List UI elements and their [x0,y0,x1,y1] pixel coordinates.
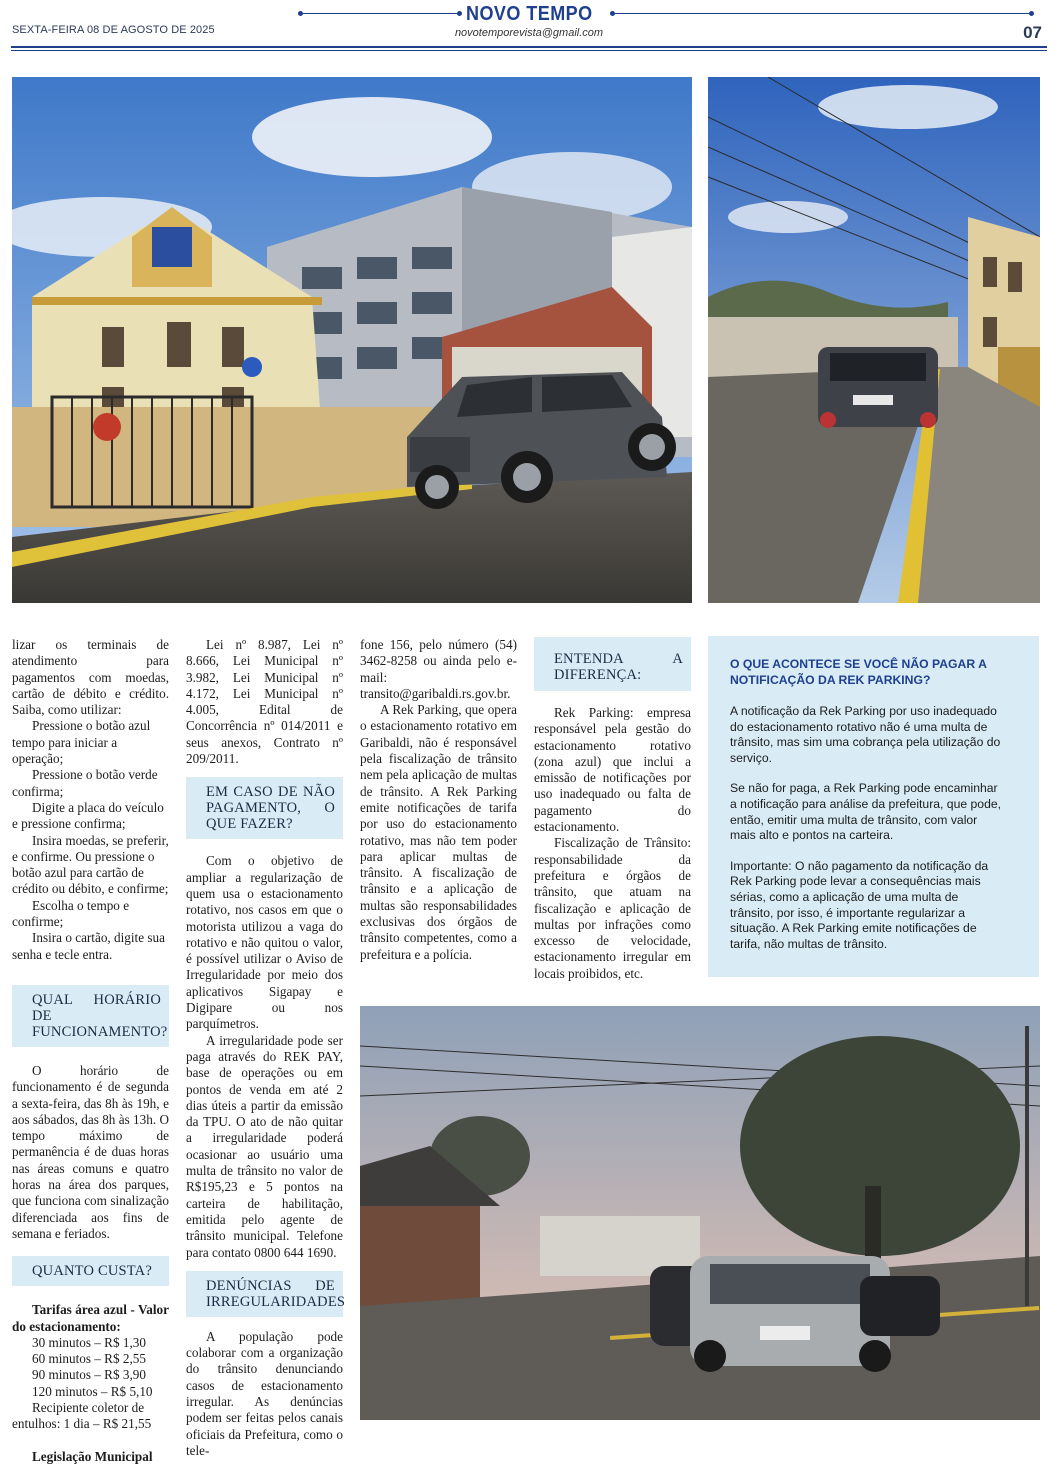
step-item: Digite a placa do veículo e pressione confirma; [12,799,164,832]
nonpayment-paragraph-2: A irregularidade pode ser paga através do REK PAY, base de operações ou em pontos de venda em até 2 dias úteis a partir da emissão da TPU. O ato de não quitar a irregularidade poderá ocasionar ao usuário uma multa de trânsito no valor de R$195,23 e 5 pontos na carteira de habilitação, emitida pelo agente de trânsito municipal. Telefone para contato 0800 644 1690. [186,1032,343,1260]
article-column-3 [360,637,517,963]
contact-paragraph: fone 156, pelo número (54) 3462-8258 ou ainda pelo e-mail: transito@garibaldi.rs.gov.br. [360,637,517,701]
tariff-item: 90 minutos – R$ 3,90 [32,1367,146,1383]
article-column-1 [12,637,169,1465]
section-heading-cost: QUANTO CUSTA? [12,1256,169,1286]
tariff-list [12,1335,169,1433]
section-heading-nonpayment: EM CASO DE NÃO PAGAMENTO, O QUE FAZER? [186,777,343,839]
newspaper-email: novotemporevista@gmail.com [454,27,604,39]
rek-parking-paragraph: A Rek Parking, que opera o estacionamento rotativo em Garibaldi, não é responsável pela fiscalização de trânsito nem pela aplicação de multas de trânsito. A Rek Parking emite notificações de tarifa por uso do estacionamento rotativo, mas não tem poder para aplicar multas de trânsito. A fiscalização de trânsito e a aplicação de multas são responsabilidades exclusivas dos órgãos de trânsito competentes, como a prefeitura e a polícia. [360,702,517,962]
photo-town-hall [12,77,692,603]
page-header [0,0,1058,52]
tariffs-title: Tarifas área azul - Valor do estacionamento: [12,1302,169,1334]
payment-steps [12,718,169,962]
step-item: Escolha o tempo e confirme; [12,897,130,930]
masthead [0,3,1058,39]
laws-paragraph: Lei nº 8.987, Lei nº 8.666, Lei Municipal nº 3.982, Lei Municipal nº 4.172, Lei Municipal nº 4.005, Edital de Concorrência nº 014/2011 e seus anexos, Contrato nº 209/2011. [186,637,343,767]
sidebar-paragraph: Importante: O não pagamento da notificação da Rek Parking pode levar a consequências mais sérias, como a aplicação de uma multa de trânsito, por isso, é importante regularizar a situação. A Rek Parking emite notificações de tarifa, não multas de trânsito. [730,858,989,951]
issue-date: SEXTA-FEIRA 08 DE AGOSTO DE 2025 [12,24,215,36]
difference-paragraph-1: Rek Parking: empresa responsável pela gestão do estacionamento rotativo (zona azul) que inclui a emissão de notificações por uso inadequado ou falta de pagamento do estacionamento. [534,705,691,835]
reports-paragraph: A população pode colaborar com a organização do trânsito denunciando casos de estacionamento irregular. As denúncias podem ser feitas pelos canais oficiais da Prefeitura, como o tele- [186,1328,343,1458]
step-item: Pressione o botão azul tempo para iniciar a operação; [12,718,151,767]
tariff-item: 60 minutos – R$ 2,55 [32,1351,146,1367]
header-divider-thin [11,50,1047,51]
step-item: Insira o cartão, digite sua senha e tecle entra. [12,930,165,962]
sidebar-body [730,704,1005,952]
step-item: Insira moedas, se preferir, e confirme. Ou pressione o botão azul para cartão de crédito ou débito, e confirme; [12,832,169,897]
photo-parked-cars-dusk [360,1006,1040,1420]
article-column-4 [534,637,691,982]
tariff-item: Recipiente coletor de entulhos: 1 dia – R$ 21,55 [12,1399,152,1432]
legislation-title: Legislação Municipal [32,1448,153,1464]
nonpayment-paragraph-1: Com o objetivo de ampliar a regularização de quem usa o estacionamento rotativo, nos casos em que o motorista utilizou a vaga do rotativo e não quitou o valor, é possível utilizar o Aviso de Irregularidade por meio dos aplicativos Sigapay e Digipare ou nos parquímetros. [186,853,343,1032]
section-heading-difference: ENTENDA A DIFERENÇA: [534,637,691,691]
section-heading-hours: QUAL HORÁRIO DE FUNCIONAMENTO? [12,985,169,1047]
sidebar-paragraph: Se não for paga, a Rek Parking pode encaminhar a notificação para análise da prefeitura, que pode, então, emitir uma multa de trânsito, com valor mais alto e pontos na carteira. [730,781,1002,843]
page-number: 07 [1023,23,1042,42]
newspaper-name: NOVO TEMPO [465,3,593,25]
hours-paragraph: O horário de funcionamento é de segunda a sexta-feira, das 8h às 19h, e aos sábados, das 8h às 13h. O tempo máximo de permanência é de duas horas nas áreas comuns e quatro horas na área dos parques, que funciona com sinalização diferenciada aos fins de semana e feriados. [12,1062,169,1241]
tariff-item: 120 minutos – R$ 5,10 [32,1383,153,1399]
sidebar-paragraph: A notificação da Rek Parking por uso inadequado do estacionamento rotativo não é uma multa de trânsito, mas sim uma cobrança pela utilização do serviço. [730,704,1001,765]
section-heading-reports: DENÚNCIAS DE IRREGULARIDADES [186,1271,343,1317]
header-divider [11,46,1047,48]
photo-cobblestone-street [708,77,1040,603]
tariff-item: 30 minutos – R$ 1,30 [32,1334,146,1350]
difference-paragraph-2: Fiscalização de Trânsito: responsabilidade da prefeitura e órgãos de trânsito, que atuam na fiscalização e aplicação de multas por infrações como excesso de velocidade, estacionamento irregular em locais proibidos, etc. [534,835,691,981]
step-item: Pressione o botão verde confirma; [12,767,158,799]
article-column-2 [186,637,346,1459]
intro-paragraph: lizar os terminais de atendimento para pagamentos com moedas, cartão de débito e crédito. Saiba, como utilizar: [12,637,169,718]
info-sidebar [708,636,1039,977]
sidebar-title: O QUE ACONTECE SE VOCÊ NÃO PAGAR A NOTIFICAÇÃO DA REK PARKING? [730,657,987,687]
